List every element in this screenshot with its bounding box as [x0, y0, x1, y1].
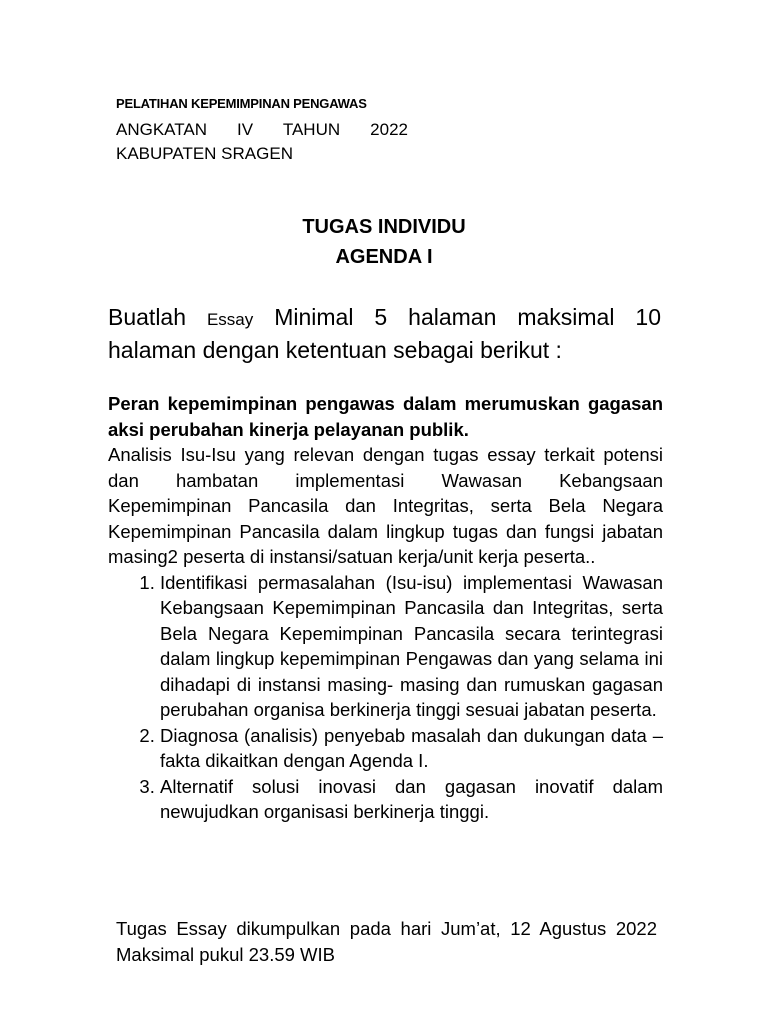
- document-subtitle: AGENDA I: [335, 246, 433, 268]
- intro-essay-word: Essay: [206, 310, 254, 329]
- assignment-topic: Peran kepemimpinan pengawas dalam merumuskan gagasan aksi perubahan kinerja pelayanan publik.: [108, 393, 663, 440]
- header-batch: [116, 120, 408, 140]
- deadline-note: Tugas Essay dikumpulkan pada hari Jum’at, 12 Agustus 2022 Maksimal pukul 23.59 WIB: [116, 918, 657, 965]
- header-region: KABUPATEN SRAGEN: [116, 144, 293, 163]
- intro-part: Buatlah: [108, 304, 207, 330]
- task-list: [108, 570, 663, 825]
- header-batch-word: 2022: [370, 120, 408, 139]
- task-item: 1. Identifikasi permasalahan (Isu-isu) implementasi Wawasan Kebangsaan Kepemimpinan Pancasila dan Integritas, serta Bela Negara Kepemimpinan Pancasila secara terintegrasi dalam lingkup kepemimpinan Pengawas dan yang selama ini dihadapi di instansi masing- masing dan rumuskan gagasan perubahan organisa berkinerja tinggi sesuai jabatan peserta.: [160, 570, 663, 723]
- task-item: 2. Diagnosa (analisis) penyebab masalah dan dukungan data – fakta dikaitkan dengan Agenda I.: [160, 723, 663, 774]
- task-item: 3. Alternatif solusi inovasi dan gagasan inovatif dalam newujudkan organisasi berkinerja tinggi.: [160, 774, 663, 825]
- header-batch-word: ANGKATAN: [116, 120, 207, 139]
- header-program: PELATIHAN KEPEMIMPINAN PENGAWAS: [116, 96, 367, 111]
- header-batch-word: IV: [237, 120, 254, 139]
- intro-part: Minimal 5 halaman maksimal 10 halaman dengan ketentuan sebagai berikut :: [108, 304, 661, 363]
- assignment-body: [108, 391, 663, 825]
- assignment-analysis: Analisis Isu-Isu yang relevan dengan tugas essay terkait potensi dan hambatan implementasi Wawasan Kebangsaan Kepemimpinan Pancasila dan Integritas, serta Bela Negara Kepemimpinan Pancasila dalam lingkup tugas dan fungsi jabatan masing2 peserta di instansi/satuan kerja/unit kerja peserta..: [108, 444, 663, 567]
- document-title: TUGAS INDIVIDU: [302, 216, 466, 238]
- header-batch-word: TAHUN: [282, 120, 341, 139]
- intro-instruction: [108, 302, 661, 365]
